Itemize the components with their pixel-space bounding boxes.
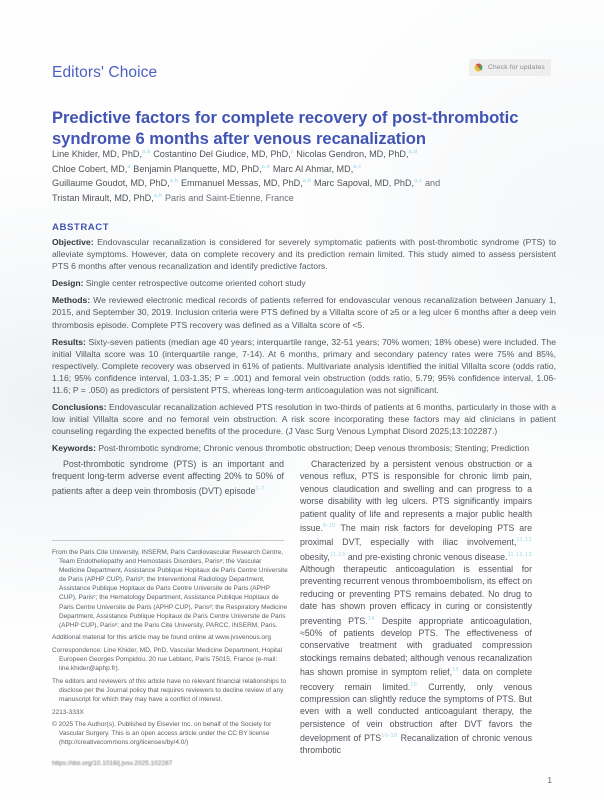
disclosure-note: The editors and reviewers of this article have no relevant financial relationships to disclose per the Journal policy that requires reviewers to decline review of any manuscript for which they may have a conflict of interest. [52,677,287,703]
author-10: Tristan Mirault, MD, PhD, [52,192,154,203]
author-list [52,146,556,205]
abstract-design [52,277,556,289]
intro-paragraph-left-text: Post-thrombotic syndrome (PTS) is an important and frequent long-term adverse event affecting 20% to 50% of patients after a deep vein thrombosis (DVT) episode [52,459,284,496]
editors-choice-label: Editors' Choice [52,64,158,81]
abstract-results [52,336,556,396]
copyright-note: © 2025 The Author(s). Published by Elsevier Inc. on behalf of the Society for Vascular Surgery. This is an open access article under the CC BY license (http://creativecommons.org/licenses/by/4.0/) [52,721,272,747]
citation-ref: 1-7 [255,485,265,492]
right-text-6: Despite appropriate anticoagulation, ≈50% of patients develop PTS. The effectiveness of conservative treatment with graduated compression stockings remains debated; although venous recanalization has shown promise in symptom relief, [300,615,532,678]
abstract-conclusions-text: Endovascular recanalization achieved PTS resolution in two-thirds of patients at 6 months, particularly in those with a low initial Villalta score and no femoral vein obstruction. A risk score incorporating these factors may aid clinicians in patient counseling regarding the expected benefits of the procedure. (J Vasc Surg Venous Lymphat Disord 2025;13:102287.) [52,402,556,437]
intro-paragraph-left [52,458,284,497]
abstract-design-label: Design: [52,278,84,289]
abstract-conclusions-label: Conclusions: [52,402,107,413]
author-5: Benjamin Planquette, MD, PhD, [130,163,262,174]
abstract-methods-text: We reviewed electronic medical records of patients referred for endovascular venous recanalization between January 1, 2015, and September 30, 2019. Inclusion criteria were PTS defined by a Villalta score of ≥5 or a leg ulcer 6 months after a deep vein thrombosis episode. Complete PTS recovery was defined as a Villalta score of <5. [52,295,556,330]
author-9-affil: a,c [414,178,423,185]
author-conjunction: and [422,178,441,189]
right-text-2: The main risk factors for developing PTS are proximal DVT, especially with iliac involvement, [300,522,532,548]
issn-note: 2213-333X [52,708,84,716]
author-7: Guillaume Goudot, MD, PhD, [52,178,170,189]
abstract-methods-label: Methods: [52,295,91,306]
body-column-right [300,458,532,757]
right-text-3: obesity, [300,551,330,562]
abstract-objective-label: Objective: [52,237,94,247]
author-5-affil: a,e [261,163,271,170]
author-8-affil: a,b [302,178,312,185]
affiliations-note: From the Paris Cite University, INSERM, Paris Cardiovascular Research Centre, Team Endotheliopathy and Hemostasis Disorders, Parisᵃ; the Vascular Medicine Department, Assistance Publique Hopitaux de Paris Centre Universite de Paris (APHP CUP), Parisᵇ; the Interventional Radiology Department, Assistance Publique Hopitaux de Paris Centre Universite de Paris (APHP CUP), Parisᶜ; the Hematology Department, Assistance Publique Hopitaux de Paris Centre Universite de Paris (APHP CUP), Parisᵈ; the Respiratory Medicine Department, Assistance Publique Hopitaux de Paris Centre Universite de Paris (APHP CUP), Parisᵉ; and the Paris Cite University, PARCC, INSERM, Paris. [52,549,288,629]
author-6: Marc Al Ahmar, MD, [270,163,354,174]
author-3-affil: a,d [408,149,418,155]
right-text-5: Although therapeutic anticoagulation is essential for preventing recurrent venous thromboembolism, its effect on reducing or preventing PTS remains debated. No drug to date has shown proven efficacy in curing or consistently preventing PTS. [300,564,532,626]
right-text-4: and pre-existing chronic venous disease. [345,551,508,562]
right-text-9: Recanalization of chronic venous thrombotic [300,732,532,756]
author-1-affil: a,b [141,149,151,155]
citation-ref: 14 [367,615,375,622]
doi-link[interactable]: https://doi.org/10.1016/j.jvsv.2025.102287 [52,760,173,767]
page-number: 1 [547,775,552,785]
additional-material-text: Additional material for this article may be found online at www.jvsvenous.org [52,634,271,642]
author-3: Nicolas Gendron, MD, PhD, [293,149,409,160]
author-10-affil: a,b [153,192,163,199]
crossmark-badge[interactable] [469,59,551,76]
citation-ref: 8-10 [322,523,336,530]
right-text-1: Characterized by a persistent venous obstruction or a venous reflux, PTS is responsible for chronic limb pain, venous claudication and swelling and can progress to a worse disability with leg ulcers. PTS significantly impairs patient quality of life and represents a major public health issue. [300,459,532,533]
affiliation-divider [52,540,284,541]
right-text-7: data on complete recovery remain limited. [300,667,532,692]
footnote-block [52,548,288,751]
author-2: Costantino Del Giudice, MD, PhD, [150,149,291,160]
abstract-results-text: Sixty-seven patients (median age 40 years; interquartile range, 32-51 years; 70% women; 18% obese) were included. The initial Villalta score was 10 (interquartile range, 7-14). At 6 months, primary and secondary patency rates were 75% and 85%, respectively. Complete recovery was observed in 61% of patients. Multivariate analysis identified the initial Villalta score (odds ratio, 1.16; 95% confidence interval, 1.03-1.35; P = .001) and femoral vein obstruction (odds ratio, 5.79; 95% confidence interval, 1.06-11.6; P = .050) as predictors of persistent PTS, whereas long-term anticoagulation was not significant. [52,336,556,396]
abstract-objective-text: Endovascular recanalization is considered for severely symptomatic patients with post-thrombotic syndrome (PTS) to alleviate symptoms. However, data on complete recovery and its prediction remain limited. This study aimed to assess persistent PTS 6 months after venous recanalization and identify predictive factors. [52,237,556,272]
author-6-affil: a,c [353,163,362,170]
author-location: Paris and Saint-Etienne, France [162,192,294,203]
abstract-results-label: Results: [52,336,86,347]
abstract-body [52,236,556,460]
abstract-heading: ABSTRACT [52,222,110,233]
body-column-left [52,458,284,497]
citation-ref: 15 [452,667,460,674]
abstract-conclusions [52,401,556,437]
citation-ref: 11,12,13 [507,551,532,558]
abstract-methods [52,294,556,330]
author-2-affil: c [290,149,294,155]
additional-material-note [52,633,288,642]
crossmark-icon [473,62,484,73]
author-4: Chloe Cobert, MD, [52,163,128,174]
abstract-keywords-text: Post-thrombotic syndrome; Chronic venous thrombotic obstruction; Deep venous thrombosis; Stenting; Prediction [95,443,530,454]
author-8: Emmanuel Messas, MD, PhD, [178,178,303,189]
right-text-8: Currently, only venous compression can slightly reduce the symptoms of PTS. But even with a well conducted anticoagulant therapy, the persistence of vein obstruction after DVT favors the development of PTS [300,681,532,743]
citation-ref: 16 [410,681,418,688]
citation-ref: 11,12 [516,537,532,544]
page-content [52,0,578,800]
citation-ref: 16-18 [381,733,398,740]
author-1: Line Khider, MD, PhD, [52,149,142,160]
abstract-keywords-label: Keywords: [52,443,96,454]
article-title: Predictive factors for complete recovery of post-thrombotic syndrome 6 months after venous recanalization [52,108,519,149]
correspondence-note: Correspondence: Line Khider, MD, PhD, Vascular Medicine Department, Hopital Europeen Georges Pompidou, 20 rue Leblanc, Paris 75015, France (e-mail: line.khider@aphp.fr). [52,646,283,673]
author-4-affil: a [127,163,131,170]
author-7-affil: a,b [169,178,179,185]
intro-paragraph-right [300,458,532,757]
crossmark-label: Check for updates [488,64,545,71]
abstract-keywords [52,442,556,454]
citation-ref: 11,13 [329,551,346,558]
abstract-design-text: Single center retrospective outcome oriented cohort study [83,278,306,289]
author-9: Marc Sapoval, MD, PhD, [311,178,415,189]
abstract-objective [52,236,556,272]
